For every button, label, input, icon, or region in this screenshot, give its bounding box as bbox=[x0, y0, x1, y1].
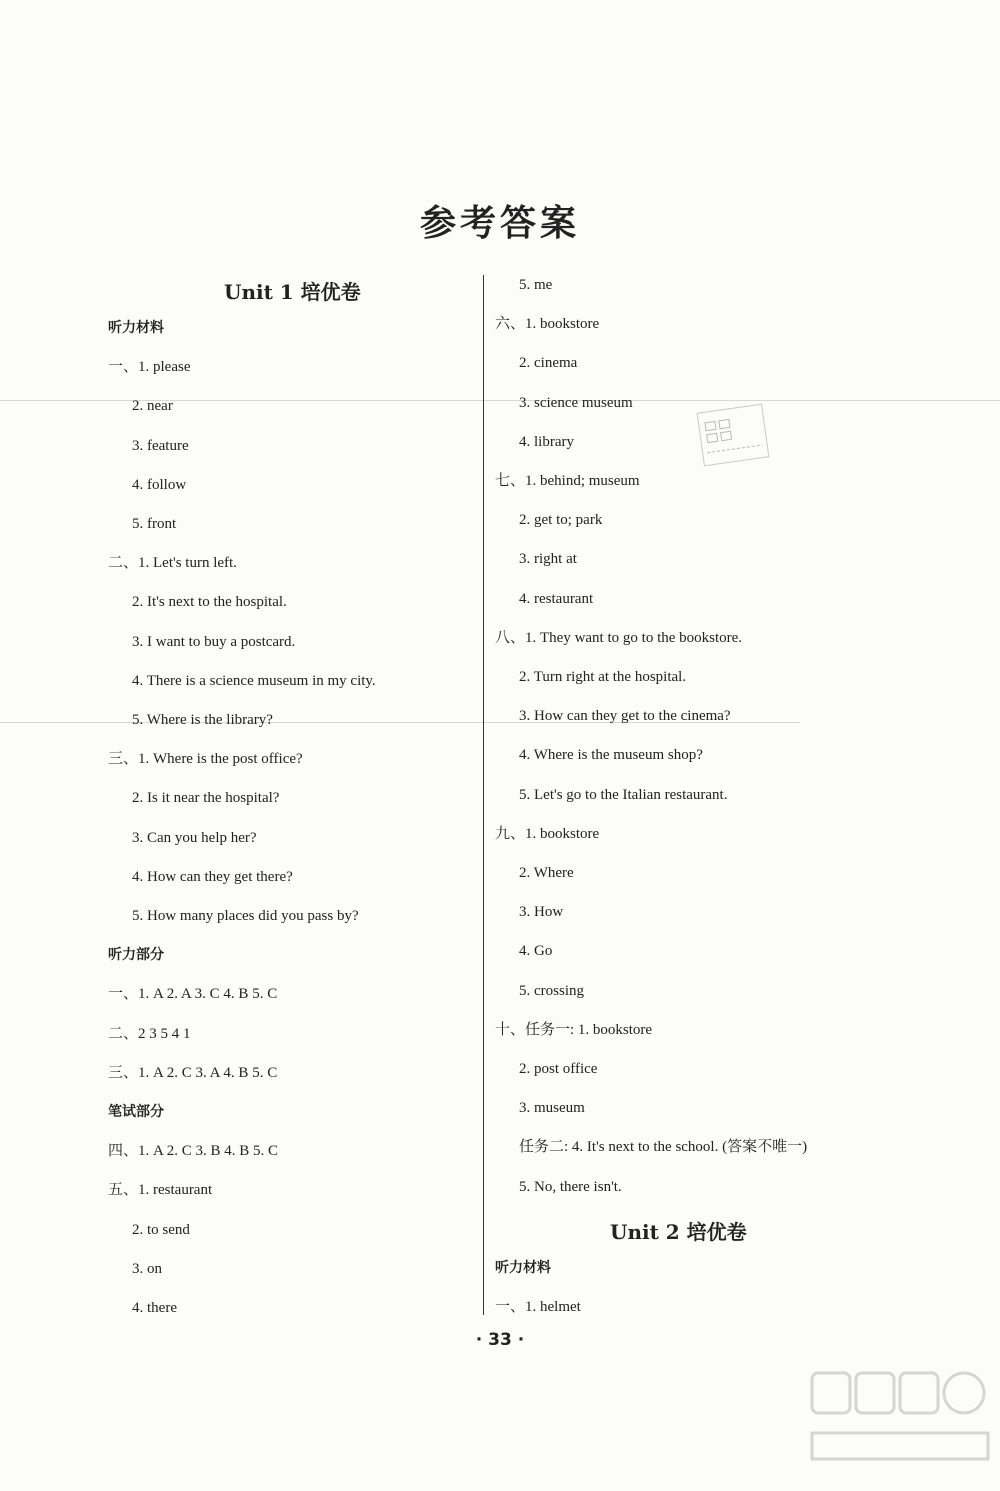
answer-line: 十、任务一: 1. bookstore bbox=[495, 1021, 653, 1038]
answer-line: 3. I want to buy a postcard. bbox=[132, 633, 296, 650]
answer-line: 3. How can they get to the cinema? bbox=[519, 708, 731, 725]
unit1-title: Unit 1 培优卷 bbox=[224, 280, 361, 304]
answer-line: 2. Is it near the hospital? bbox=[132, 790, 280, 807]
answer-line: 4. There is a science museum in my city. bbox=[132, 672, 376, 689]
answer-line: 2. Turn right at the hospital. bbox=[519, 669, 687, 685]
answer-line: 一、1. please bbox=[108, 359, 191, 376]
section-heading: 听力材料 bbox=[108, 320, 164, 336]
section-heading: 笔试部分 bbox=[108, 1104, 164, 1120]
answer-line: 4. Where is the museum shop? bbox=[519, 747, 703, 764]
answer-line: 5. front bbox=[132, 516, 177, 532]
unit2-title: Unit 2 培优卷 bbox=[610, 1220, 747, 1244]
answer-line: 任务二: 4. It's next to the school. (答案不唯一) bbox=[519, 1139, 808, 1156]
answer-line: 2. Where bbox=[519, 865, 574, 881]
stamp-icon bbox=[697, 404, 770, 467]
page-title: 参考答案 bbox=[419, 202, 580, 244]
answer-line: 2. It's next to the hospital. bbox=[132, 594, 287, 611]
answer-line: 5. crossing bbox=[519, 982, 584, 999]
answer-line: 4. restaurant bbox=[519, 590, 594, 607]
answer-line: 4. follow bbox=[132, 476, 187, 493]
answer-line: 5. Where is the library? bbox=[132, 712, 273, 728]
answer-line: 3. museum bbox=[519, 1100, 585, 1117]
watermark-logo-icon bbox=[804, 1363, 994, 1483]
answer-line: 4. library bbox=[519, 433, 574, 450]
answer-line: 4. How can they get there? bbox=[132, 868, 293, 885]
answer-line: 5. Let's go to the Italian restaurant. bbox=[519, 786, 728, 803]
answer-line: 3. science museum bbox=[519, 394, 633, 411]
answer-line: 2. cinema bbox=[519, 355, 578, 372]
section-heading: 听力材料 bbox=[495, 1260, 551, 1276]
answer-line: 二、1. Let's turn left. bbox=[108, 555, 237, 572]
answer-line: 八、1. They want to go to the bookstore. bbox=[495, 629, 743, 646]
answer-line: 3. right at bbox=[519, 551, 577, 568]
answer-line: 3. Can you help her? bbox=[132, 829, 257, 846]
answer-line: 一、1. A 2. A 3. C 4. B 5. C bbox=[108, 986, 278, 1003]
answer-line: 4. Go bbox=[519, 943, 553, 960]
answer-line: 2. to send bbox=[132, 1221, 190, 1238]
answer-line: 5. No, there isn't. bbox=[519, 1178, 622, 1195]
column-divider bbox=[483, 275, 484, 1315]
answer-line: 一、1. helmet bbox=[495, 1299, 581, 1316]
page-number: · 33 · bbox=[475, 1330, 525, 1350]
answer-line: 2. get to; park bbox=[519, 512, 603, 529]
answer-line: 三、1. Where is the post office? bbox=[108, 751, 303, 768]
answer-line: 4. there bbox=[132, 1300, 177, 1316]
answer-line: 六、1. bookstore bbox=[495, 316, 600, 333]
answer-line: 九、1. bookstore bbox=[495, 825, 600, 842]
answer-line: 3. on bbox=[132, 1260, 162, 1277]
section-heading: 听力部分 bbox=[108, 947, 164, 964]
answer-line: 五、1. restaurant bbox=[108, 1182, 213, 1199]
answer-line: 2. near bbox=[132, 398, 173, 415]
answer-line: 七、1. behind; museum bbox=[495, 473, 640, 489]
answer-line: 二、2 3 5 4 1 bbox=[108, 1025, 191, 1042]
answer-line: 5. How many places did you pass by? bbox=[132, 908, 359, 924]
answer-line: 四、1. A 2. C 3. B 4. B 5. C bbox=[108, 1143, 279, 1160]
answer-line: 5. me bbox=[519, 277, 553, 293]
answer-line: 2. post office bbox=[519, 1061, 598, 1077]
answer-line: 3. feature bbox=[132, 437, 189, 454]
answer-line: 3. How bbox=[519, 904, 564, 921]
answer-line: 三、1. A 2. C 3. A 4. B 5. C bbox=[108, 1064, 278, 1081]
